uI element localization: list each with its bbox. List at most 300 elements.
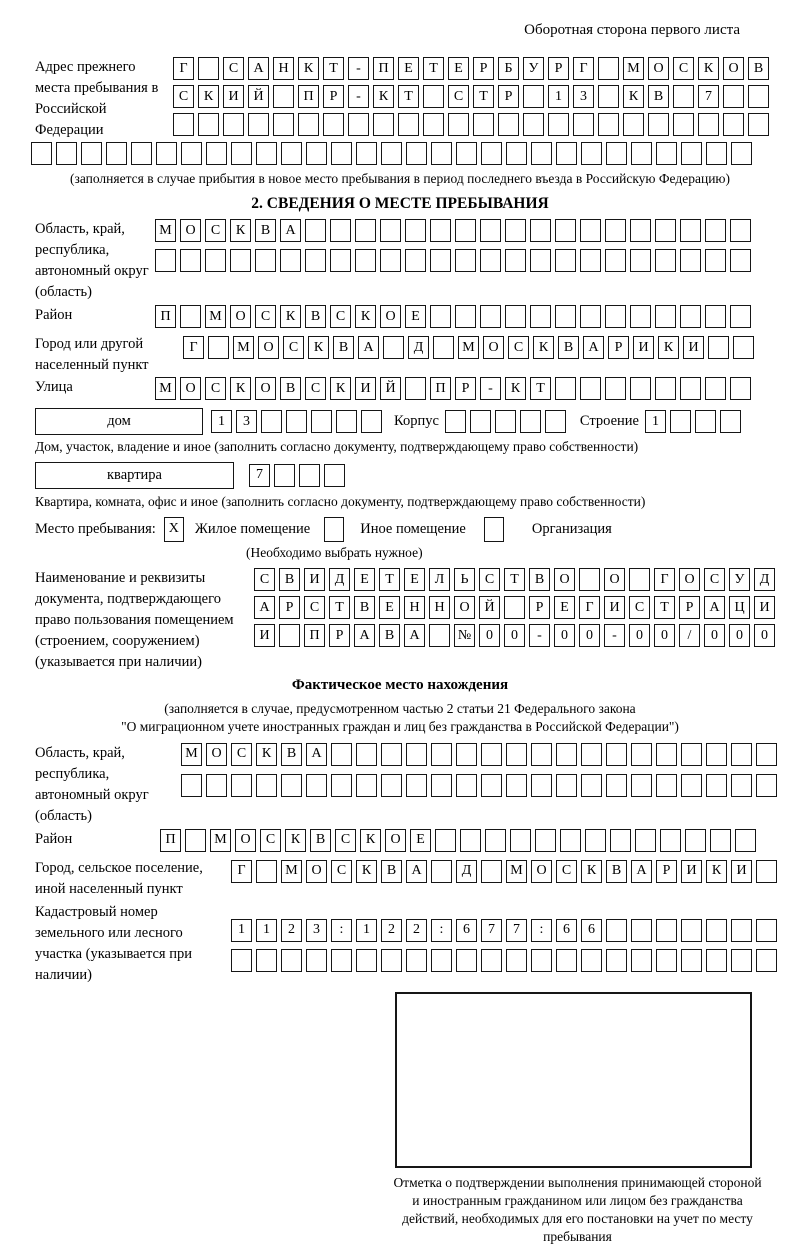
document-row-3[interactable] (254, 624, 775, 647)
char-box (720, 410, 741, 433)
char-box (748, 113, 769, 136)
char-box (506, 743, 527, 766)
char-box (256, 860, 277, 883)
char-box (156, 142, 177, 165)
char-box: Д (329, 568, 350, 591)
char-box: 0 (654, 624, 675, 647)
char-box: П (373, 57, 394, 80)
char-box (431, 949, 452, 972)
char-box (705, 249, 726, 272)
char-box (448, 113, 469, 136)
char-box: К (308, 336, 329, 359)
char-box (31, 142, 52, 165)
char-box: М (506, 860, 527, 883)
city-1-row[interactable] (183, 336, 754, 359)
char-box (698, 113, 719, 136)
char-box: 3 (306, 919, 327, 942)
char-box (331, 774, 352, 797)
char-box: В (381, 860, 402, 883)
char-box: О (180, 377, 201, 400)
char-box (286, 410, 307, 433)
char-box: 6 (456, 919, 477, 942)
char-box (230, 249, 251, 272)
char-box: 3 (573, 85, 594, 108)
char-box (131, 142, 152, 165)
char-box: В (648, 85, 669, 108)
char-box (731, 919, 752, 942)
char-box (630, 249, 651, 272)
cadastral-row-2[interactable] (231, 949, 777, 972)
char-box (405, 219, 426, 242)
char-box: А (583, 336, 604, 359)
char-box (306, 949, 327, 972)
region-1-rows (155, 219, 751, 277)
char-box (405, 249, 426, 272)
char-box: Р (455, 377, 476, 400)
char-box: С (205, 377, 226, 400)
char-box (405, 377, 426, 400)
char-box: С (305, 377, 326, 400)
district-2-row[interactable] (160, 829, 756, 852)
char-box: О (235, 829, 256, 852)
char-box (431, 860, 452, 883)
char-box (555, 377, 576, 400)
char-box (311, 410, 332, 433)
char-box (635, 829, 656, 852)
prev-address-label: Адрес прежнего места пребывания в Российской Федерации (35, 59, 159, 139)
char-box (580, 305, 601, 328)
char-box: 0 (479, 624, 500, 647)
char-box: 1 (256, 919, 277, 942)
char-box: Р (498, 85, 519, 108)
street-1-row[interactable] (155, 377, 751, 400)
char-box (581, 949, 602, 972)
char-box: П (298, 85, 319, 108)
char-box: 7 (506, 919, 527, 942)
char-box: К (698, 57, 719, 80)
char-box (330, 249, 351, 272)
char-box: К (198, 85, 219, 108)
char-box: О (531, 860, 552, 883)
char-box: Р (473, 57, 494, 80)
house-number-row[interactable] (211, 410, 382, 433)
char-box: О (723, 57, 744, 80)
stay-place-label: Место пребывания: (35, 520, 156, 537)
stroenie-label: Строение (579, 413, 639, 430)
checkbox-organization[interactable] (484, 517, 504, 542)
char-box (430, 305, 451, 328)
char-box: Б (498, 57, 519, 80)
char-box: О (385, 829, 406, 852)
char-box: Г (579, 596, 600, 619)
char-box: - (529, 624, 550, 647)
region-2-label: Область, край, республика, автономный округ (область) (35, 744, 149, 824)
char-box (670, 410, 691, 433)
char-box (331, 743, 352, 766)
char-box: Т (473, 85, 494, 108)
char-box (433, 336, 454, 359)
char-box: М (210, 829, 231, 852)
char-box: С (331, 860, 352, 883)
char-box: В (333, 336, 354, 359)
char-box (480, 219, 501, 242)
char-box (655, 305, 676, 328)
char-box: С (704, 568, 725, 591)
char-box (423, 85, 444, 108)
char-box (731, 743, 752, 766)
char-box (256, 774, 277, 797)
checkbox-other-premises[interactable] (324, 517, 344, 542)
char-box: О (380, 305, 401, 328)
district-1-label: Район (35, 307, 73, 324)
prev-address-row-3[interactable] (173, 113, 769, 136)
char-box: Е (448, 57, 469, 80)
char-box (406, 743, 427, 766)
char-box: Е (404, 568, 425, 591)
char-box: К (330, 377, 351, 400)
char-box (580, 249, 601, 272)
char-box (456, 949, 477, 972)
char-box (331, 142, 352, 165)
region-2-row-1[interactable] (181, 743, 777, 766)
char-box (530, 219, 551, 242)
char-box (623, 113, 644, 136)
char-box (481, 743, 502, 766)
char-box (361, 410, 382, 433)
char-box (723, 113, 744, 136)
field-house (35, 408, 800, 435)
char-box (605, 249, 626, 272)
char-box (248, 113, 269, 136)
char-box: - (604, 624, 625, 647)
char-box: Й (248, 85, 269, 108)
char-box (579, 568, 600, 591)
char-box: И (304, 568, 325, 591)
char-box (631, 949, 652, 972)
char-box (631, 743, 652, 766)
char-box: Н (404, 596, 425, 619)
char-box (531, 142, 552, 165)
char-box (381, 142, 402, 165)
char-box (348, 113, 369, 136)
char-box: 1 (645, 410, 666, 433)
char-box (256, 949, 277, 972)
document-row-1[interactable] (254, 568, 775, 591)
char-box: С (260, 829, 281, 852)
char-box (231, 774, 252, 797)
char-box (281, 949, 302, 972)
char-box: В (279, 568, 300, 591)
char-box (598, 57, 619, 80)
char-box: О (604, 568, 625, 591)
char-box: 6 (581, 919, 602, 942)
char-box (445, 410, 466, 433)
char-box (381, 774, 402, 797)
actual-location-note-2: "О миграционном учете иностранных граждан и лиц без гражданства в Российской Федерации") (121, 719, 679, 735)
char-box (481, 774, 502, 797)
char-box (306, 142, 327, 165)
char-box (504, 596, 525, 619)
char-box (281, 774, 302, 797)
char-box: 1 (356, 919, 377, 942)
char-box (660, 829, 681, 852)
char-box: Н (273, 57, 294, 80)
char-box: Й (380, 377, 401, 400)
char-box (198, 113, 219, 136)
char-box (655, 219, 676, 242)
char-box: М (281, 860, 302, 883)
char-box (273, 113, 294, 136)
char-box: М (233, 336, 254, 359)
apartment-note: Квартира, комната, офис и иное (заполнить согласно документу, подтверждающему право собственности) (35, 493, 646, 509)
option-organization-label: Организация (531, 520, 612, 537)
char-box (279, 624, 300, 647)
char-box: С (205, 219, 226, 242)
char-box (708, 336, 729, 359)
char-box: В (310, 829, 331, 852)
char-box (756, 774, 777, 797)
char-box (431, 142, 452, 165)
korpus-label: Корпус (394, 413, 439, 430)
char-box (681, 919, 702, 942)
char-box: 0 (579, 624, 600, 647)
char-box (581, 142, 602, 165)
char-box (705, 219, 726, 242)
prev-address-row-1[interactable] (173, 57, 769, 80)
char-box: 2 (281, 919, 302, 942)
field-stay-place (35, 517, 800, 542)
prev-address-row-2[interactable] (173, 85, 769, 108)
char-box: 6 (556, 919, 577, 942)
char-box: Г (183, 336, 204, 359)
char-box (355, 219, 376, 242)
char-box (555, 305, 576, 328)
stroenie-row[interactable] (645, 410, 741, 433)
char-box (731, 142, 752, 165)
char-box: С (254, 568, 275, 591)
char-box (681, 949, 702, 972)
stamp-area (395, 992, 752, 1168)
char-box (498, 113, 519, 136)
document-row-2[interactable] (254, 596, 775, 619)
char-box (656, 142, 677, 165)
char-box (473, 113, 494, 136)
char-box: И (731, 860, 752, 883)
char-box (656, 774, 677, 797)
char-box: Т (654, 596, 675, 619)
char-box (585, 829, 606, 852)
char-box (406, 949, 427, 972)
char-box: К (355, 305, 376, 328)
char-box (710, 829, 731, 852)
char-box: О (206, 743, 227, 766)
char-box (380, 249, 401, 272)
char-box (548, 113, 569, 136)
char-box (356, 774, 377, 797)
char-box (481, 860, 502, 883)
char-box: А (358, 336, 379, 359)
char-box (756, 860, 777, 883)
char-box (731, 949, 752, 972)
char-box (606, 743, 627, 766)
char-box (430, 219, 451, 242)
char-box (510, 829, 531, 852)
char-box (355, 249, 376, 272)
char-box: О (483, 336, 504, 359)
char-box (531, 949, 552, 972)
char-box (430, 249, 451, 272)
char-box: Р (679, 596, 700, 619)
char-box (331, 949, 352, 972)
char-box (455, 219, 476, 242)
char-box: А (248, 57, 269, 80)
region-2-row-2[interactable] (181, 774, 777, 797)
char-box: Й (479, 596, 500, 619)
char-box (556, 774, 577, 797)
char-box: О (306, 860, 327, 883)
field-city-1 (35, 334, 800, 376)
char-box: Е (405, 305, 426, 328)
char-box (273, 85, 294, 108)
char-box: Е (554, 596, 575, 619)
char-box (598, 113, 619, 136)
char-box (181, 142, 202, 165)
actual-location-title: Фактическое место нахождения (291, 677, 509, 694)
char-box (580, 377, 601, 400)
char-box: - (348, 57, 369, 80)
char-box (274, 464, 295, 487)
char-box (481, 949, 502, 972)
char-box: Р (656, 860, 677, 883)
char-box (81, 142, 102, 165)
korpus-row[interactable] (445, 410, 566, 433)
char-box: В (281, 743, 302, 766)
char-box: А (631, 860, 652, 883)
char-box (555, 219, 576, 242)
cadastral-rows (231, 919, 777, 977)
apartment-number-row[interactable] (249, 464, 345, 487)
char-box (730, 305, 751, 328)
char-box: : (331, 919, 352, 942)
char-box (655, 249, 676, 272)
char-box: 7 (698, 85, 719, 108)
city-2-row[interactable] (231, 860, 777, 883)
char-box: В (379, 624, 400, 647)
field-cadastral (35, 902, 800, 986)
char-box (208, 336, 229, 359)
char-box: К (706, 860, 727, 883)
char-box: И (355, 377, 376, 400)
char-box (480, 305, 501, 328)
char-box: С (508, 336, 529, 359)
cadastral-row-1[interactable] (231, 919, 777, 942)
char-box (706, 743, 727, 766)
char-box (56, 142, 77, 165)
char-box: К (356, 860, 377, 883)
char-box (505, 249, 526, 272)
char-box: К (256, 743, 277, 766)
char-box: С (173, 85, 194, 108)
char-box (223, 113, 244, 136)
char-box: П (155, 305, 176, 328)
char-box: Г (173, 57, 194, 80)
char-box (431, 774, 452, 797)
char-box (495, 410, 516, 433)
char-box: И (681, 860, 702, 883)
checkbox-residential[interactable]: X (164, 517, 184, 542)
field-district-1 (35, 305, 800, 333)
char-box (680, 219, 701, 242)
char-box (723, 85, 744, 108)
char-box: С (448, 85, 469, 108)
char-box: Е (398, 57, 419, 80)
char-box (523, 85, 544, 108)
char-box (656, 743, 677, 766)
option-other-premises-label: Иное помещение (360, 520, 466, 537)
char-box: В (305, 305, 326, 328)
char-box: О (554, 568, 575, 591)
section2-title: 2. СВЕДЕНИЯ О МЕСТЕ ПРЕБЫВАНИЯ (251, 195, 549, 213)
char-box: 3 (236, 410, 257, 433)
char-box (506, 774, 527, 797)
char-box (730, 377, 751, 400)
char-box (598, 85, 619, 108)
char-box (656, 949, 677, 972)
char-box: С (629, 596, 650, 619)
region-1-row-1[interactable] (155, 219, 751, 242)
char-box (606, 774, 627, 797)
prev-address-overflow-row[interactable] (31, 142, 800, 165)
char-box (560, 829, 581, 852)
char-box: А (406, 860, 427, 883)
char-box (383, 336, 404, 359)
char-box: Н (429, 596, 450, 619)
char-box: 0 (504, 624, 525, 647)
region-1-row-2[interactable] (155, 249, 751, 272)
char-box (606, 142, 627, 165)
char-box: А (704, 596, 725, 619)
char-box: О (255, 377, 276, 400)
char-box (706, 142, 727, 165)
char-box (380, 219, 401, 242)
char-box: В (280, 377, 301, 400)
char-box (305, 249, 326, 272)
field-document (35, 568, 800, 673)
char-box (456, 743, 477, 766)
char-box (299, 464, 320, 487)
apartment-box-label: квартира (35, 462, 234, 489)
char-box (330, 219, 351, 242)
district-1-row[interactable] (155, 305, 751, 328)
char-box (748, 85, 769, 108)
field-apartment (35, 462, 800, 489)
stamp-caption: Отметка о подтверждении выполнения принимающей стороной и иностранным гражданином или лицом без гражданства действий, необходимых для его постановки на учет по месту пребывания (393, 1174, 762, 1245)
char-box: У (729, 568, 750, 591)
option-residential-label: Жилое помещение (194, 520, 311, 537)
char-box: И (683, 336, 704, 359)
char-box (680, 377, 701, 400)
char-box: О (258, 336, 279, 359)
char-box: А (306, 743, 327, 766)
char-box (520, 410, 541, 433)
char-box: Г (654, 568, 675, 591)
char-box: Т (530, 377, 551, 400)
char-box: Е (354, 568, 375, 591)
char-box (735, 829, 756, 852)
char-box: Л (429, 568, 450, 591)
char-box: Т (504, 568, 525, 591)
char-box: К (230, 377, 251, 400)
